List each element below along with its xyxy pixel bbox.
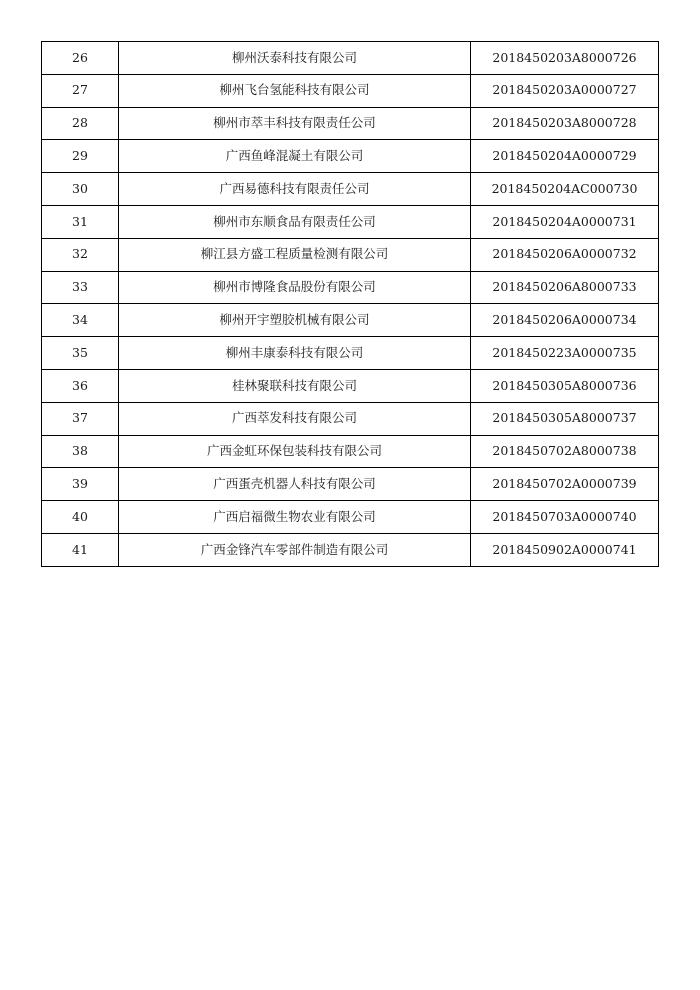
company-name: 广西萃发科技有限公司 [119, 402, 471, 435]
registration-code: 2018450305A8000736 [471, 369, 659, 402]
company-name: 广西易德科技有限责任公司 [119, 173, 471, 206]
row-number: 35 [42, 337, 119, 370]
table-row [42, 304, 659, 337]
table-row [42, 337, 659, 370]
table-row [42, 271, 659, 304]
row-number: 40 [42, 501, 119, 534]
row-number: 26 [42, 42, 119, 75]
company-name: 柳州市东顺食品有限责任公司 [119, 205, 471, 238]
table-body [42, 42, 659, 567]
registration-code: 2018450702A8000738 [471, 435, 659, 468]
row-number: 41 [42, 533, 119, 566]
table-row [42, 468, 659, 501]
registration-code: 2018450206A0000732 [471, 238, 659, 271]
registration-code: 2018450203A8000726 [471, 42, 659, 75]
registration-code: 2018450203A0000727 [471, 74, 659, 107]
company-name: 柳州沃泰科技有限公司 [119, 42, 471, 75]
registration-code: 2018450305A8000737 [471, 402, 659, 435]
table-row [42, 173, 659, 206]
row-number: 38 [42, 435, 119, 468]
table-row [42, 74, 659, 107]
row-number: 30 [42, 173, 119, 206]
row-number: 32 [42, 238, 119, 271]
row-number: 27 [42, 74, 119, 107]
company-name: 柳州丰康泰科技有限公司 [119, 337, 471, 370]
table-row [42, 42, 659, 75]
company-name: 广西金锋汽车零部件制造有限公司 [119, 533, 471, 566]
company-name: 广西鱼峰混凝土有限公司 [119, 140, 471, 173]
company-name: 广西蛋壳机器人科技有限公司 [119, 468, 471, 501]
table-row [42, 435, 659, 468]
registration-code: 2018450203A8000728 [471, 107, 659, 140]
table-row [42, 238, 659, 271]
row-number: 31 [42, 205, 119, 238]
registration-code: 2018450902A0000741 [471, 533, 659, 566]
company-name: 柳州开宇塑胶机械有限公司 [119, 304, 471, 337]
row-number: 33 [42, 271, 119, 304]
registration-code: 2018450204A0000731 [471, 205, 659, 238]
row-number: 34 [42, 304, 119, 337]
table-row [42, 107, 659, 140]
registration-code: 2018450206A0000734 [471, 304, 659, 337]
table-row [42, 402, 659, 435]
company-name: 桂林聚联科技有限公司 [119, 369, 471, 402]
row-number: 28 [42, 107, 119, 140]
table-row [42, 140, 659, 173]
company-name: 柳江县方盛工程质量检测有限公司 [119, 238, 471, 271]
table-row [42, 369, 659, 402]
registration-code: 2018450206A8000733 [471, 271, 659, 304]
row-number: 37 [42, 402, 119, 435]
company-registry-table [41, 41, 659, 567]
registration-code: 2018450204A0000729 [471, 140, 659, 173]
table-row [42, 205, 659, 238]
registration-code: 2018450703A0000740 [471, 501, 659, 534]
company-name: 柳州市萃丰科技有限责任公司 [119, 107, 471, 140]
registration-code: 2018450223A0000735 [471, 337, 659, 370]
table-row [42, 533, 659, 566]
company-name: 柳州飞台氢能科技有限公司 [119, 74, 471, 107]
row-number: 36 [42, 369, 119, 402]
registration-code: 2018450204AC000730 [471, 173, 659, 206]
row-number: 29 [42, 140, 119, 173]
registration-code: 2018450702A0000739 [471, 468, 659, 501]
company-name: 广西启福微生物农业有限公司 [119, 501, 471, 534]
table-row [42, 501, 659, 534]
company-name: 广西金虹环保包装科技有限公司 [119, 435, 471, 468]
company-name: 柳州市博隆食品股份有限公司 [119, 271, 471, 304]
row-number: 39 [42, 468, 119, 501]
